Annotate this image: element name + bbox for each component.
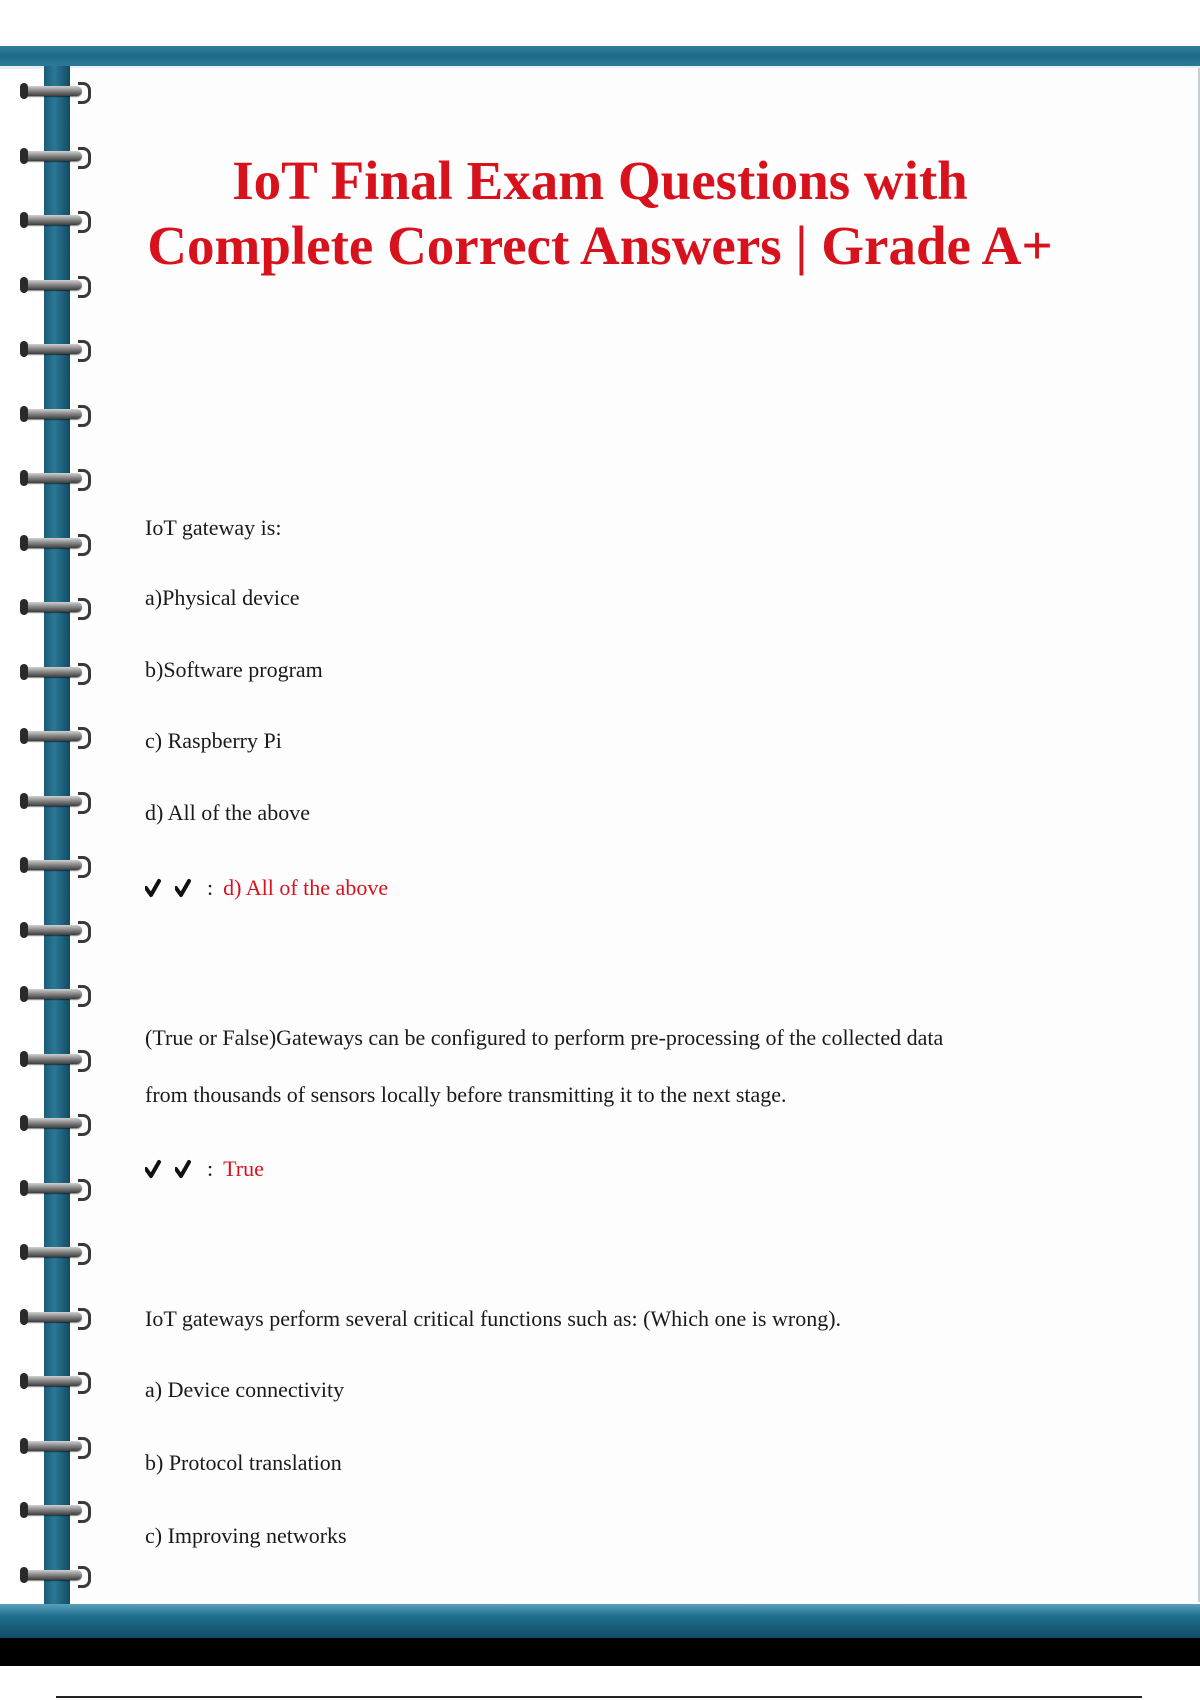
question-3-option-b: b) Protocol translation — [145, 1450, 342, 1475]
question-2-text-line-1: (True or False)Gateways can be configured to perform pre-processing of the collected data — [145, 1025, 944, 1050]
binding-ring — [22, 342, 92, 356]
binding-ring — [22, 1568, 92, 1582]
question-2-answer: True — [223, 1156, 264, 1181]
question-1-answer-row — [145, 874, 388, 902]
binding-ring — [22, 213, 92, 227]
binding-ring — [22, 84, 92, 98]
bottom-black-strip — [0, 1638, 1200, 1666]
binding-ring — [22, 407, 92, 421]
binding-ring — [22, 149, 92, 163]
binding-ring — [22, 729, 92, 743]
binding-ring — [22, 278, 92, 292]
question-2-text-line-2: from thousands of sensors locally before transmitting it to the next stage. — [145, 1082, 787, 1107]
question-3-option-a: a) Device connectivity — [145, 1377, 345, 1402]
binding-ring — [22, 1374, 92, 1388]
question-1-option-c: c) Raspberry Pi — [145, 728, 282, 753]
binding-ring — [22, 665, 92, 679]
binding-ring — [22, 1310, 92, 1324]
notebook-page — [70, 68, 1200, 1602]
binding-ring — [22, 600, 92, 614]
double-checkmark-icon — [175, 1156, 205, 1182]
question-1-text: IoT gateway is: — [145, 515, 282, 540]
question-1-option-b: b)Software program — [145, 657, 323, 682]
binding-ring — [22, 536, 92, 550]
binding-ring — [22, 471, 92, 485]
question-1-option-d: d) All of the above — [145, 800, 310, 825]
question-1-answer: d) All of the above — [223, 875, 389, 900]
binding-ring — [22, 1439, 92, 1453]
spiral-binding — [0, 66, 110, 1604]
bottom-divider — [56, 1696, 1142, 1698]
question-3-text: IoT gateways perform several critical functions such as: (Which one is wrong). — [145, 1306, 842, 1331]
binding-ring — [22, 1245, 92, 1259]
question-1-option-a: a)Physical device — [145, 585, 300, 610]
answer-separator: : — [207, 875, 214, 900]
binding-ring — [22, 1052, 92, 1066]
double-checkmark-icon — [145, 875, 175, 901]
question-3-option-c: c) Improving networks — [145, 1523, 347, 1548]
question-2-answer-row — [145, 1155, 264, 1183]
notebook-top-border — [0, 46, 1200, 66]
binding-ring — [22, 987, 92, 1001]
binding-ring — [22, 1181, 92, 1195]
binding-ring — [22, 1503, 92, 1517]
binding-ring — [22, 1116, 92, 1130]
binding-ring — [22, 858, 92, 872]
double-checkmark-icon — [145, 1156, 175, 1182]
binding-ring — [22, 794, 92, 808]
double-checkmark-icon — [175, 875, 205, 901]
binding-ring — [22, 923, 92, 937]
answer-separator: : — [207, 1156, 214, 1181]
notebook-bottom-border — [0, 1604, 1200, 1638]
document-title: IoT Final Exam Questions with Complete Correct Answers | Grade A+ — [147, 150, 1053, 276]
